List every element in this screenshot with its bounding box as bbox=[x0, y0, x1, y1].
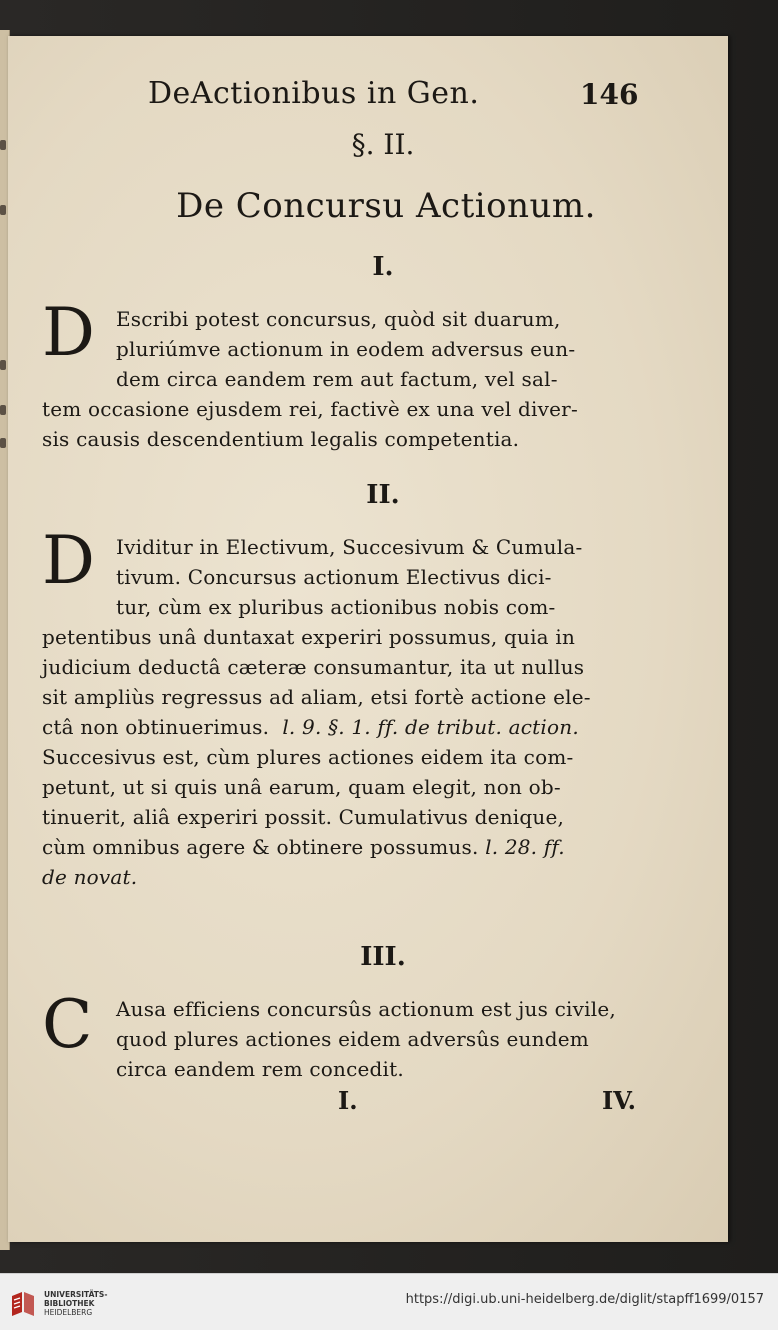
part-numeral: I. bbox=[372, 252, 394, 282]
drop-cap: D bbox=[42, 522, 95, 599]
text-line: Ividitur in Electivum, Succesivum & Cumula- bbox=[116, 535, 583, 559]
text-line: Ausa efficiens concursûs actionum est jus civile, bbox=[116, 997, 616, 1021]
edge-ink-mark bbox=[0, 360, 6, 370]
section-title: De Concursu Actionum. bbox=[176, 186, 596, 226]
drop-cap: C bbox=[42, 986, 93, 1063]
paragraph bbox=[42, 532, 642, 892]
section-mark: §. II. bbox=[351, 128, 415, 161]
text-line: sit ampliùs regressus ad aliam, etsi fortè actione ele- bbox=[42, 685, 591, 709]
text-line: judicium deductâ cæteræ consumantur, ita ut nullus bbox=[42, 655, 585, 679]
text-line: petentibus unâ duntaxat experiri possumus, quia in bbox=[42, 625, 576, 649]
catchword: IV. bbox=[602, 1086, 637, 1115]
legal-citation: de novat. bbox=[42, 865, 138, 889]
running-head bbox=[8, 76, 728, 116]
viewer-footer bbox=[0, 1273, 778, 1330]
text-fragment: cùm omnibus agere & obtinere possumus. bbox=[42, 835, 479, 859]
text-line: Escribi potest concursus, quòd sit duarum, bbox=[116, 307, 561, 331]
text-line: quod plures actiones eidem adversûs eundem bbox=[116, 1027, 589, 1051]
page-number: 146 bbox=[580, 78, 639, 111]
signature-mark: I. bbox=[338, 1086, 358, 1115]
paragraph bbox=[42, 986, 642, 1084]
legal-citation: l. 9. §. 1. ff. de tribut. action. bbox=[282, 715, 579, 739]
text-line: dem circa eandem rem aut factum, vel sal- bbox=[116, 367, 558, 391]
edge-ink-mark bbox=[0, 405, 6, 415]
text-line: pluriúmve actionum in eodem adversus eun- bbox=[116, 337, 576, 361]
library-logo-text bbox=[44, 1290, 107, 1317]
text-line: tivum. Concursus actionum Electivus dici- bbox=[116, 565, 552, 589]
text-line: tur, cùm ex pluribus actionibus nobis com- bbox=[116, 595, 556, 619]
logo-line: UNIVERSITÄTS- bbox=[44, 1290, 108, 1299]
text-line bbox=[42, 832, 642, 862]
paragraph bbox=[42, 304, 642, 454]
edge-ink-mark bbox=[0, 140, 6, 150]
edge-ink-mark bbox=[0, 205, 6, 215]
logo-line: HEIDELBERG bbox=[44, 1308, 93, 1317]
text-line: Succesivus est, cùm plures actiones eidem ita com- bbox=[42, 745, 574, 769]
legal-citation: l. 28. ff. bbox=[485, 835, 565, 859]
university-library-logo[interactable] bbox=[8, 1284, 108, 1322]
text-line: tinuerit, aliâ experiri possit. Cumulativus denique, bbox=[42, 805, 565, 829]
text-line: sis causis descendentium legalis competentia. bbox=[42, 427, 520, 451]
book-page bbox=[8, 36, 728, 1242]
text-fragment: ctâ non obtinuerimus. bbox=[42, 715, 270, 739]
text-line: tem occasione ejusdem rei, factivè ex una vel diver- bbox=[42, 397, 578, 421]
text-line bbox=[42, 712, 642, 742]
part-numeral: III. bbox=[360, 942, 406, 972]
drop-cap: D bbox=[42, 294, 95, 371]
catchwords bbox=[8, 1086, 728, 1122]
logo-line: BIBLIOTHEK bbox=[44, 1299, 95, 1308]
library-logo-icon bbox=[8, 1290, 38, 1320]
running-title: DeActionibus in Gen. bbox=[148, 76, 480, 111]
text-line: petunt, ut si quis unâ earum, quam elegit, non ob- bbox=[42, 775, 561, 799]
permalink-url[interactable]: https://digi.ub.uni-heidelberg.de/diglit/stapff1699/0157 bbox=[405, 1292, 764, 1307]
text-line: circa eandem rem concedit. bbox=[116, 1057, 404, 1081]
edge-ink-mark bbox=[0, 438, 6, 448]
part-numeral: II. bbox=[366, 480, 400, 510]
